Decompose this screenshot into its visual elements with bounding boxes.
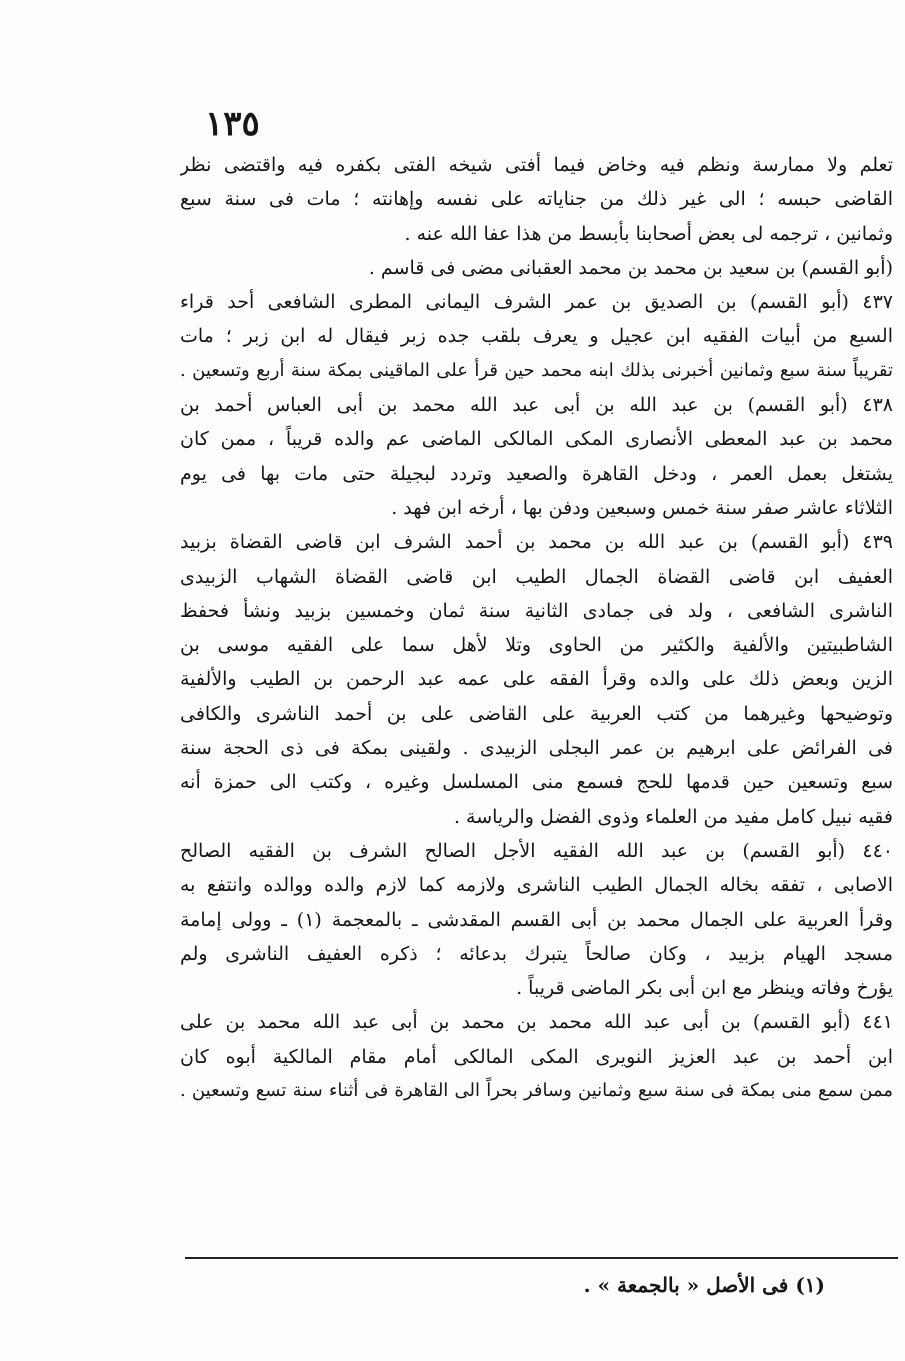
- text-line: محمد بن عبد المعطى الأنصارى المكى المالكى الماضى عم والده قريباً ، ممن كان: [180, 428, 893, 451]
- footnote: (١) فى الأصل « بالجمعة » .: [583, 1273, 825, 1297]
- text-line: سبع وتسعين حين قدمها للحج فسمع منى المسلسل وغيره ، وكتب الى حمزة أنه: [180, 771, 893, 794]
- text-line: العفيف ابن قاضى القضاة الجمال الطيب ابن قاضى القضاة الشهاب الزبيدى: [180, 565, 893, 588]
- text-line: ٤٣٩ (أبو القسم) بن عبد الله بن محمد بن أحمد الشرف ابن قاضى القضاة بزبيد: [180, 531, 893, 554]
- footnote-separator: [185, 1257, 898, 1259]
- text-line: وتوضيحها وغيرهما من كتب العربية على القاضى على بن أحمد الناشرى والكافى: [180, 702, 893, 725]
- text-line: وثمانين ، ترجمه لى بعض أصحابنا بأبسط من هذا عفا الله عنه .: [404, 222, 893, 245]
- text-line: (أبو القسم) بن سعيد بن محمد بن محمد العقبانى مضى فى قاسم .: [368, 256, 893, 279]
- text-line: ابن أحمد بن عبد العزيز النويرى المكى المالكى أمام مقام المالكية أبوه كان: [180, 1045, 893, 1068]
- text-line: فقيه نبيل كامل مفيد من العلماء وذوى الفضل والرياسة .: [453, 805, 893, 828]
- body-text: [180, 148, 893, 1108]
- text-line: مسجد الهيام بزبيد ، وكان صالحاً يتبرك بدعائه ؛ ذكره العفيف الناشرى ولم: [180, 942, 893, 965]
- text-line: ٤٤١ (أبو القسم) بن أبى عبد الله محمد بن محمد بن أبى عبد الله محمد بن على: [180, 1011, 893, 1034]
- text-line: تقريباً سنة سبع وثمانين أخبرنى بذلك ابنه محمد حين قرأ على الماقينى بمكة سنة أربع وتسعين .: [180, 359, 893, 381]
- text-line: يؤرخ وفاته وينظر مع ابن أبى بكر الماضى قريباً .: [516, 977, 893, 1000]
- text-line: وقرأ العربية على الجمال محمد بن أبى القسم المقدشى ـ بالمعجمة (١) ـ وولى إمامة: [180, 908, 893, 931]
- text-line: السبع من أبيات الفقيه ابن عجيل و يعرف بلقب جده زبر فيقال له ابن زبر ؛ مات: [180, 325, 893, 348]
- text-line: ٤٤٠ (أبو القسم) بن عبد الله الفقيه الأجل الصالح الشرف بن الفقيه الصالح: [180, 839, 893, 862]
- text-line: فى الفرائض على ابرهيم بن عمر البجلى الزبيدى . ولقينى بمكة فى ذى الحجة سنة: [180, 737, 893, 760]
- text-line: تعلم ولا ممارسة ونظم فيه وخاض فيما أفتى شيخه الفتى بكفره فيه واقتضى نظر: [180, 154, 893, 176]
- text-line: ٤٣٧ (أبو القسم) بن الصديق بن عمر الشرف اليمانى المطرى الشافعى أحد قراء: [180, 291, 893, 314]
- text-line: ٤٣٨ (أبو القسم) بن عبد الله بن أبى عبد الله محمد بن أبى العباس أحمد بن: [180, 394, 893, 417]
- text-line: الشاطبيتين والألفية والكثير من الحاوى وتلا لأهل سما على الفقيه موسى بن: [180, 634, 893, 657]
- text-line: القاضى حبسه ؛ الى غير ذلك من جناياته على نفسه وإهانته ؛ مات فى سنة سبع: [180, 188, 893, 211]
- text-line: الاصابى ، تفقه بخاله الجمال الطيب الناشرى ولازمه كما لازم والده ووالده وانتفع به: [180, 874, 893, 897]
- page-number: ١٣٥: [205, 104, 260, 144]
- text-line: ممن سمع منى بمكة فى سنة سبع وثمانين وسافر بحراً الى القاهرة فى أثناء سنة تسع وتسعين .: [180, 1080, 893, 1102]
- text-line: الثلاثاء عاشر صفر سنة خمس وسبعين ودفن بها ، أرخه ابن فهد .: [391, 496, 893, 519]
- text-line: الناشرى الشافعى ، ولد فى جمادى الثانية سنة ثمان وخمسين بزبيد ونشأ فحفظ: [180, 599, 893, 622]
- text-line: الزين وبعض ذلك على والده وقرأ الفقه على عمه عبد الرحمن بن الطيب والألفية: [180, 668, 893, 691]
- text-line: يشتغل بعمل العمر ، ودخل القاهرة والصعيد وتردد لبجيلة حتى مات بها فى يوم: [180, 462, 893, 485]
